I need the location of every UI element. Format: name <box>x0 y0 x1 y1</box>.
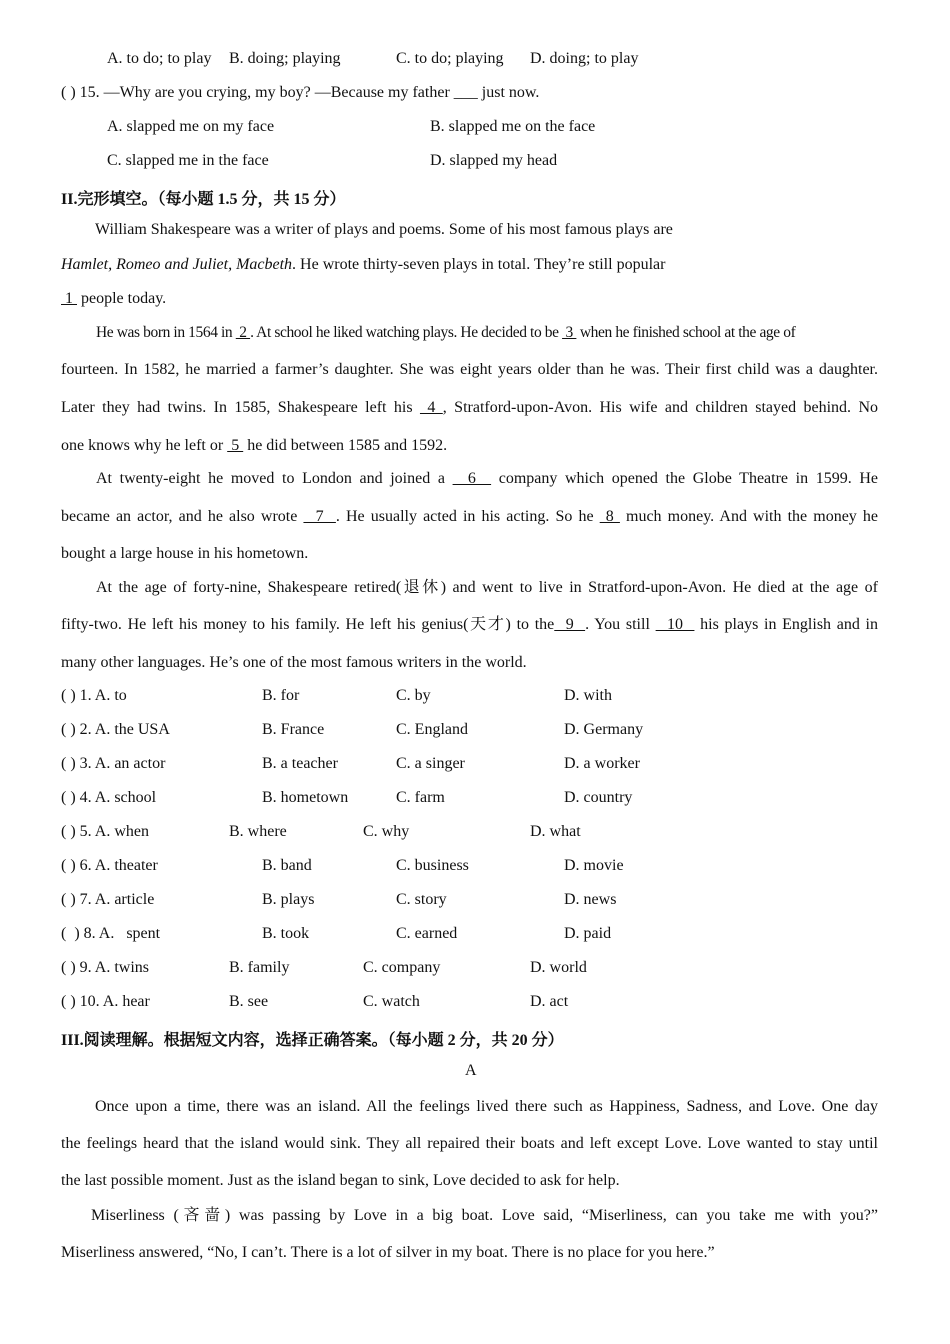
option-d: D. with <box>564 687 612 704</box>
question-stem: ( ) 8. A. spent <box>61 925 161 942</box>
option-c: C. earned <box>396 925 458 942</box>
play-titles: Hamlet, Romeo and Juliet, Macbeth <box>61 256 293 273</box>
passage-a-p1-line2: the feelings heard that the island would sink. They all repaired their boats and left except Love. Love wanted to stay until <box>61 1135 878 1152</box>
option-c: C. story <box>396 891 447 908</box>
passage-a-p1-line3: the last possible moment. Just as the island began to sink, Love decided to ask for help. <box>61 1172 620 1189</box>
cloze-text: his plays in English and in <box>694 616 879 633</box>
cloze-text: . At school he liked watching plays. He decided to be <box>250 324 563 341</box>
cloze-text: became an actor, and he also wrote <box>61 508 304 525</box>
q14-option-a: A. to do; to play <box>107 50 212 67</box>
option-c: C. company <box>363 959 441 976</box>
question-stem: ( ) 6. A. theater <box>61 857 158 874</box>
cloze-text: At twenty-eight he moved to London and joined a <box>96 470 453 487</box>
option-c: C. England <box>396 721 468 738</box>
cloze-p3-line1 <box>96 469 878 489</box>
option-c: C. farm <box>396 789 445 806</box>
question-stem: ( ) 3. A. an actor <box>61 755 166 772</box>
option-d: D. world <box>530 959 587 976</box>
cloze-text: Later they had twins. In 1585, Shakespeare left his <box>61 399 420 416</box>
option-d: D. Germany <box>564 721 644 738</box>
option-d: D. act <box>530 993 569 1010</box>
option-c: C. why <box>363 823 410 840</box>
passage-label: A <box>465 1062 477 1079</box>
q15-option-b: B. slapped me on the face <box>430 118 596 135</box>
cloze-text: company which opened the Globe Theatre in 1599. He <box>491 470 879 487</box>
blank-10: 10 <box>655 616 695 633</box>
blank-3: 3 <box>562 324 577 341</box>
option-c: C. by <box>396 687 431 704</box>
q15-option-d: D. slapped my head <box>430 152 558 169</box>
cloze-p3-line2 <box>61 507 878 527</box>
passage-a-p2-line2: Miserliness answered, “No, I can’t. There is a lot of silver in my boat. There is no place for you here.” <box>61 1244 715 1261</box>
option-d: D. movie <box>564 857 624 874</box>
option-d: D. news <box>564 891 617 908</box>
cloze-p2-line4 <box>61 436 447 456</box>
cloze-text: fifty-two. He left his money to his family. He left his genius(天才) to the <box>61 616 555 633</box>
cloze-p1-line1: William Shakespeare was a writer of plays and poems. Some of his most famous plays are <box>95 221 673 238</box>
cloze-text: . He wrote thirty-seven plays in total. They’re still popular <box>292 256 666 273</box>
blank-9: 9 <box>554 616 586 633</box>
cloze-text: people today. <box>77 290 167 307</box>
option-b: B. for <box>262 687 300 704</box>
option-b: B. plays <box>262 891 315 908</box>
cloze-p3-line3: bought a large house in his hometown. <box>61 545 309 562</box>
cloze-text: he did between 1585 and 1592. <box>243 437 448 454</box>
question-stem: ( ) 9. A. twins <box>61 959 149 976</box>
option-d: D. paid <box>564 925 612 942</box>
cloze-text: when he finished school at the age of <box>576 324 796 341</box>
section-3-title: III.阅读理解。根据短文内容，选择正确答案。（每小题 2 分，共 20 分） <box>61 1032 564 1049</box>
cloze-p2-line2: fourteen. In 1582, he married a farmer’s daughter. She was eight years older than he was. Their first child was a daughter. <box>61 361 878 378</box>
cloze-p2-line3 <box>61 398 878 418</box>
cloze-text: much money. And with the money he <box>619 508 879 525</box>
cloze-text: . You still <box>585 616 656 633</box>
question-stem: ( ) 10. A. hear <box>61 993 150 1010</box>
q14-option-b: B. doing; playing <box>229 50 341 67</box>
question-stem: ( ) 7. A. article <box>61 891 155 908</box>
blank-2: 2 <box>235 324 251 341</box>
option-d: D. a worker <box>564 755 640 772</box>
cloze-p2-line1 <box>96 323 878 343</box>
cloze-p4-line1: At the age of forty-nine, Shakespeare retired(退休) and went to live in Stratford-upon-Avon. He died at the age of <box>96 579 878 596</box>
blank-4: 4 <box>419 399 443 416</box>
question-stem: ( ) 5. A. when <box>61 823 149 840</box>
blank-6: 6 <box>452 470 492 487</box>
option-b: B. where <box>229 823 287 840</box>
passage-a-p1-line1: Once upon a time, there was an island. All the feelings lived there such as Happiness, Sadness, and Love. One day <box>95 1098 878 1115</box>
option-b: B. France <box>262 721 325 738</box>
option-b: B. a teacher <box>262 755 338 772</box>
q15-option-c: C. slapped me in the face <box>107 152 269 169</box>
q15-stem: ( ) 15. —Why are you crying, my boy? —Because my father ___ just now. <box>61 84 540 101</box>
passage-a-p2-line1: Miserliness (吝啬) was passing by Love in a big boat. Love said, “Miserliness, can you take me with you?” <box>91 1207 878 1224</box>
option-c: C. watch <box>363 993 420 1010</box>
blank-8: 8 <box>599 508 620 525</box>
question-stem: ( ) 1. A. to <box>61 687 127 704</box>
cloze-text: , Stratford-upon-Avon. His wife and children stayed behind. No <box>442 399 879 416</box>
section-2-title: II.完形填空。（每小题 1.5 分，共 15 分） <box>61 191 346 208</box>
blank-1: 1 <box>61 290 77 307</box>
option-c: C. a singer <box>396 755 465 772</box>
cloze-p4-line3: many other languages. He’s one of the most famous writers in the world. <box>61 654 527 671</box>
option-b: B. hometown <box>262 789 349 806</box>
question-stem: ( ) 4. A. school <box>61 789 157 806</box>
option-c: C. business <box>396 857 469 874</box>
cloze-text: He was born in 1564 in <box>96 324 236 341</box>
blank-5: 5 <box>227 437 244 454</box>
cloze-text: . He usually acted in his acting. So he <box>335 508 600 525</box>
option-b: B. took <box>262 925 310 942</box>
option-d: D. country <box>564 789 633 806</box>
blank-7: 7 <box>303 508 336 525</box>
option-b: B. family <box>229 959 290 976</box>
question-stem: ( ) 2. A. the USA <box>61 721 170 738</box>
cloze-p1-line3 <box>61 289 166 309</box>
cloze-text: one knows why he left or <box>61 437 228 454</box>
q15-option-a: A. slapped me on my face <box>107 118 275 135</box>
cloze-p1-line2 <box>61 255 665 275</box>
option-b: B. band <box>262 857 312 874</box>
cloze-p4-line2 <box>61 615 878 635</box>
q14-option-d: D. doing; to play <box>530 50 639 67</box>
option-d: D. what <box>530 823 581 840</box>
option-b: B. see <box>229 993 269 1010</box>
q14-option-c: C. to do; playing <box>396 50 504 67</box>
